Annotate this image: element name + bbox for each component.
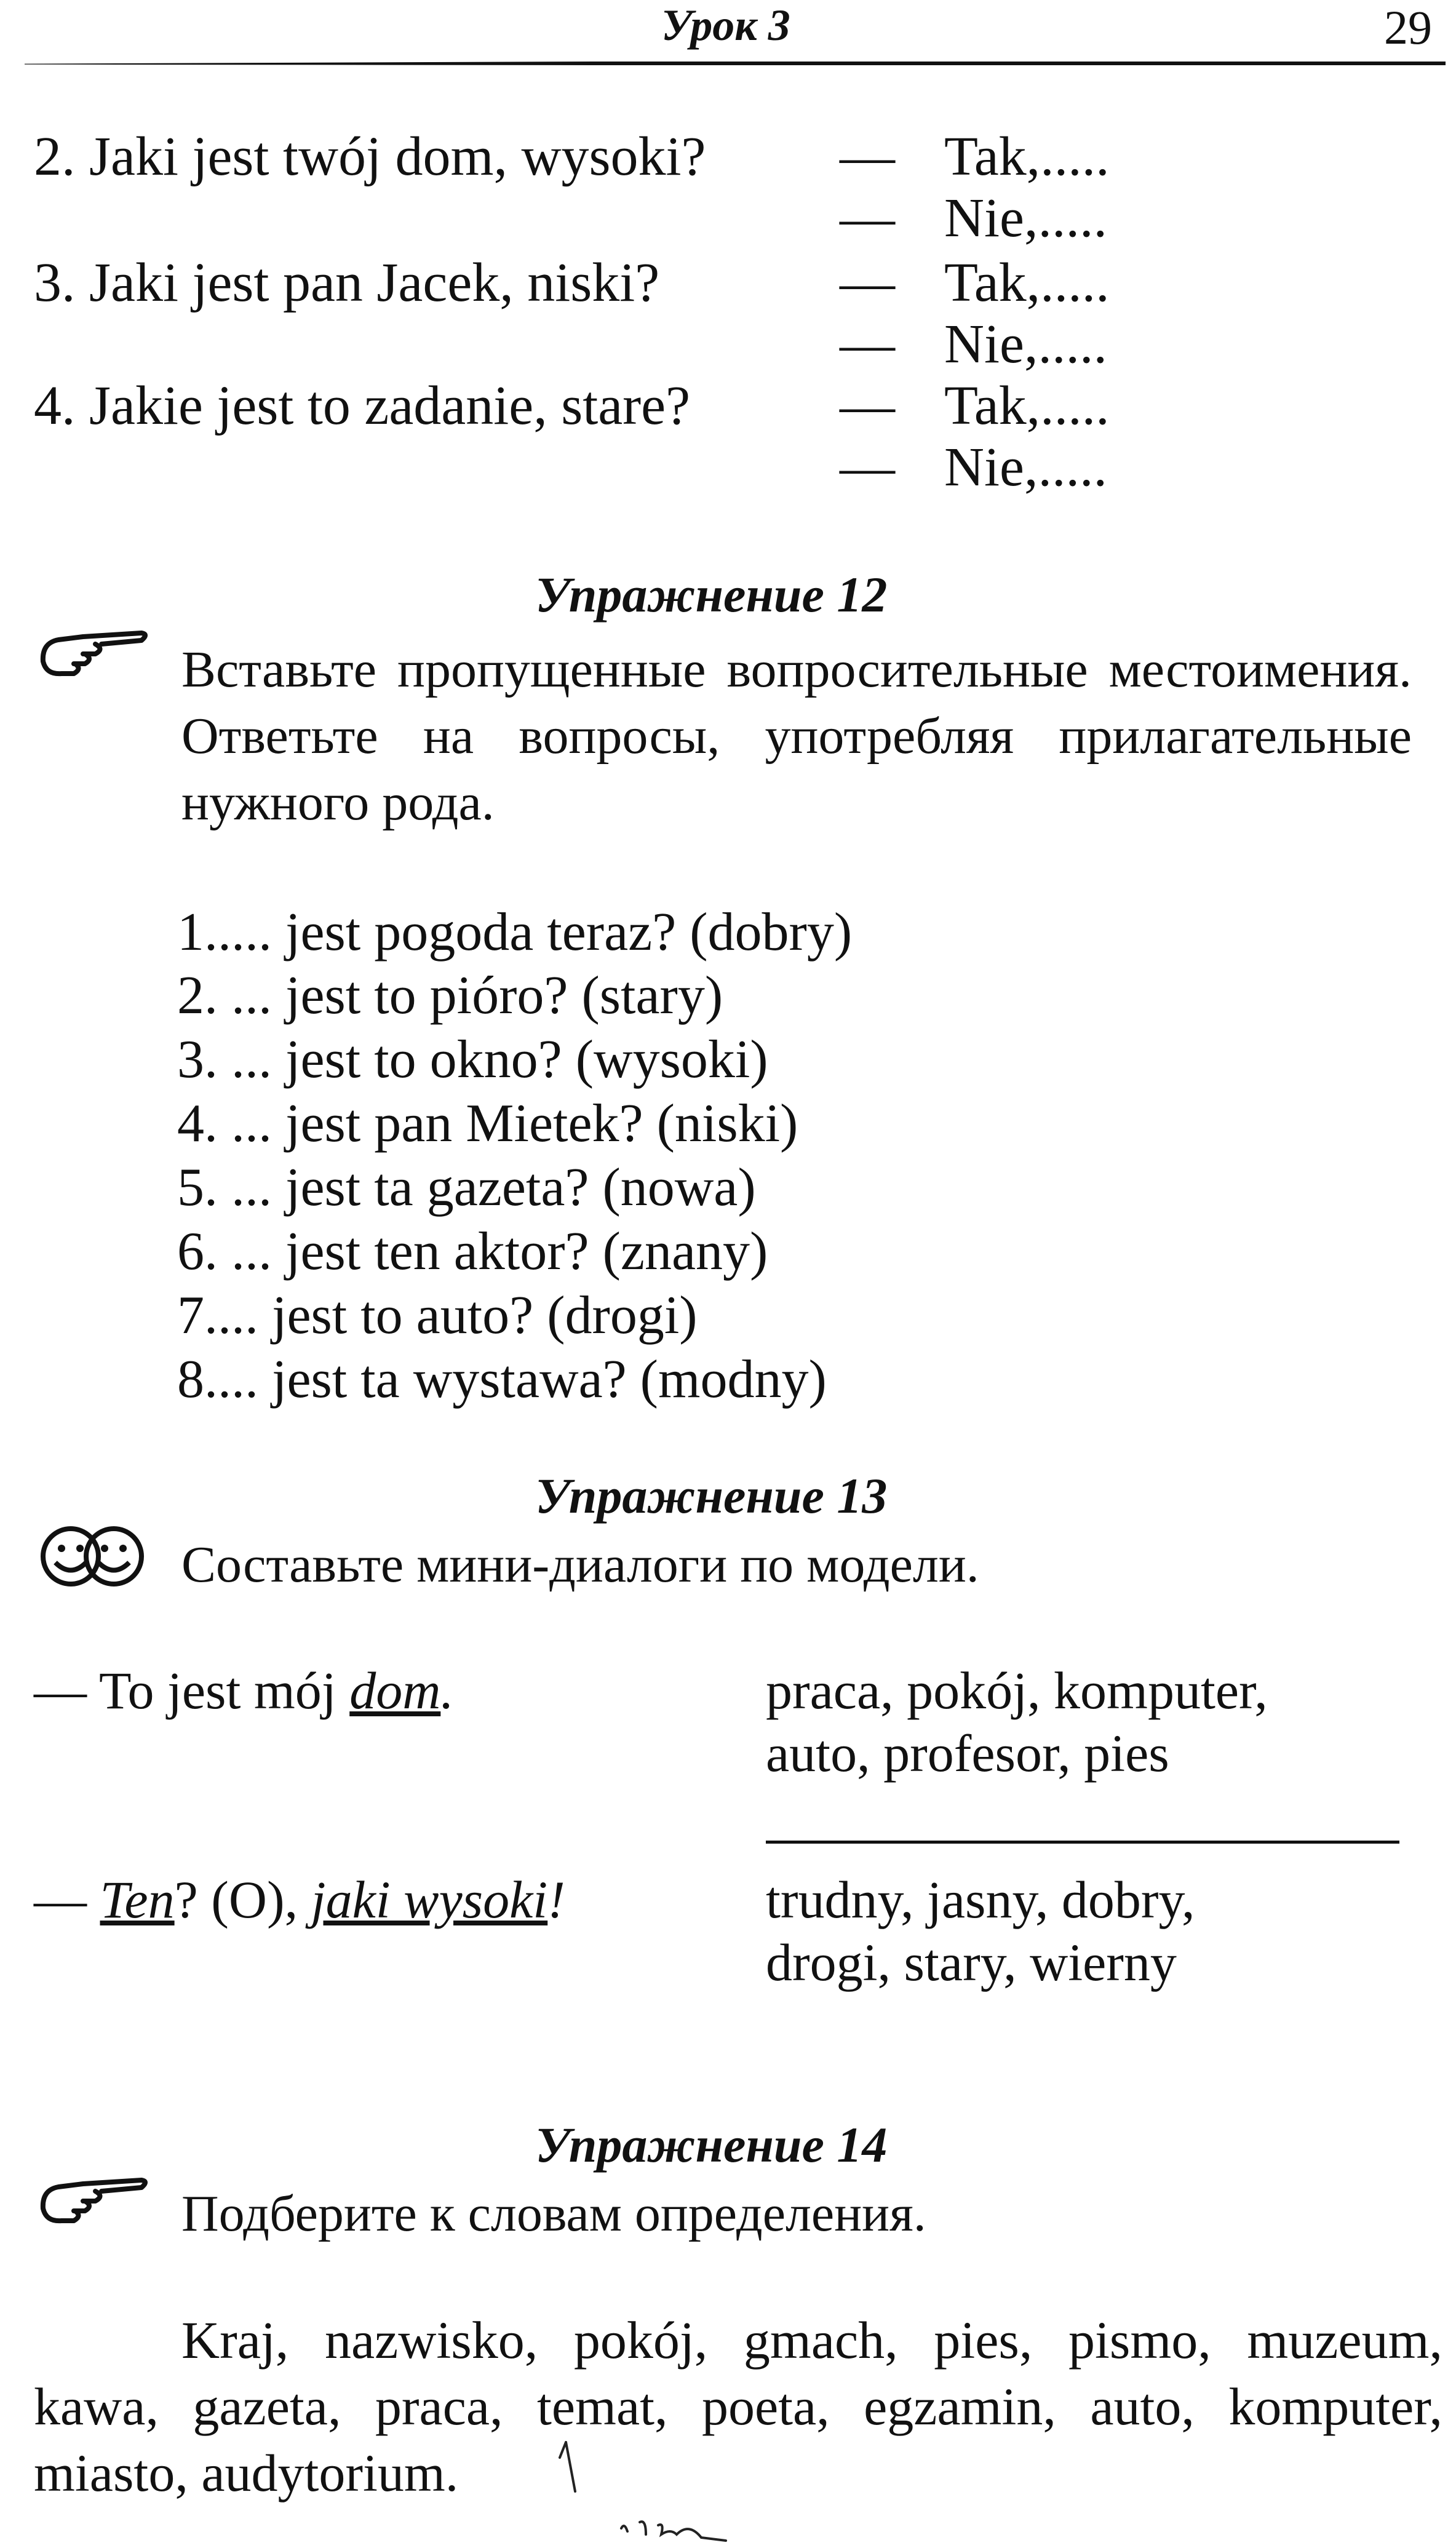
list-item: 7.... jest to auto? (drogi) (177, 1286, 698, 1345)
exercise14-instruction: Подберите к словам определения. (181, 2185, 926, 2242)
list-item: 8.... jest ta wystawa? (modny) (177, 1350, 827, 1409)
exercise12-instruction: Вставьте пропущенные вопросительные местоимения. Ответьте на вопросы, употребляя прилагательные нужного рода. (181, 641, 1412, 831)
dash: — (840, 314, 895, 375)
dash: — (840, 188, 895, 249)
noun-list-line: praca, pokój, komputer, (766, 1661, 1268, 1720)
pen-scribble (554, 2430, 800, 2547)
question-3: 3. Jaki jest pan Jacek, niski? (34, 252, 660, 313)
dash: — (840, 252, 895, 313)
list-item: 1..... jest pogoda teraz? (dobry) (177, 902, 853, 962)
answer-yes: Tak,..... (944, 375, 1110, 436)
dash: — (34, 1870, 100, 1929)
model-text: To jest mój (98, 1661, 350, 1720)
list-item: 3. ... jest to okno? (wysoki) (177, 1030, 768, 1089)
page-number: 29 (1384, 1, 1432, 54)
answer-yes: Tak,..... (944, 252, 1110, 313)
model-noun: dom (349, 1661, 441, 1720)
answer-no: Nie,..... (944, 437, 1107, 498)
adjective-list-line: drogi, stary, wierny (766, 1933, 1177, 1992)
noun-list-line: auto, profesor, pies (766, 1724, 1169, 1783)
pointing-hand-icon (37, 624, 154, 692)
dash: — (34, 1661, 99, 1720)
question-4: 4. Jakie jest to zadanie, stare? (34, 375, 691, 436)
separator-rule (766, 1841, 1399, 1844)
exercise13-instruction: Составьте мини-диалоги по модели. (181, 1536, 979, 1593)
question-2: 2. Jaki jest twój dom, wysoki? (34, 126, 706, 187)
model-end: . (440, 1661, 454, 1720)
dash: — (840, 375, 895, 436)
list-item: 6. ... jest ten aktor? (znany) (177, 1222, 768, 1281)
model-end: ! (547, 1870, 565, 1929)
header-rule (25, 62, 1446, 65)
dash: — (840, 126, 895, 187)
answer-yes: Tak,..... (944, 126, 1110, 187)
model-mid: ? (O), (174, 1870, 311, 1929)
list-item: 2. ... jest to pióro? (stary) (177, 966, 723, 1025)
model-line-2 (34, 1869, 565, 1930)
lesson-header: Урок 3 (661, 1, 790, 50)
two-faces-icon (37, 1523, 148, 1590)
model-pronoun: Ten (100, 1870, 175, 1929)
pointing-hand-icon (37, 2172, 154, 2239)
answer-no: Nie,..... (944, 188, 1107, 249)
exercise14-title: Упражнение 14 (535, 2117, 888, 2173)
list-item: 4. ... jest pan Mietek? (niski) (177, 1094, 798, 1153)
adjective-list-line: trudny, jasny, dobry, (766, 1870, 1195, 1929)
exercise12-title: Упражнение 12 (535, 567, 888, 623)
model-exclamation: jaki wysoki (311, 1870, 548, 1929)
exercise13-title: Упражнение 13 (535, 1468, 888, 1524)
list-item: 5. ... jest ta gazeta? (nowa) (177, 1158, 756, 1217)
word-list: Kraj, nazwisko, pokój, gmach, pies, pismo, muzeum, kawa, gazeta, praca, temat, poeta, egzamin, auto, komputer, miasto, audytorium. (34, 2311, 1442, 2502)
dash: — (840, 437, 895, 498)
answer-no: Nie,..... (944, 314, 1107, 375)
model-line-1 (34, 1660, 454, 1721)
